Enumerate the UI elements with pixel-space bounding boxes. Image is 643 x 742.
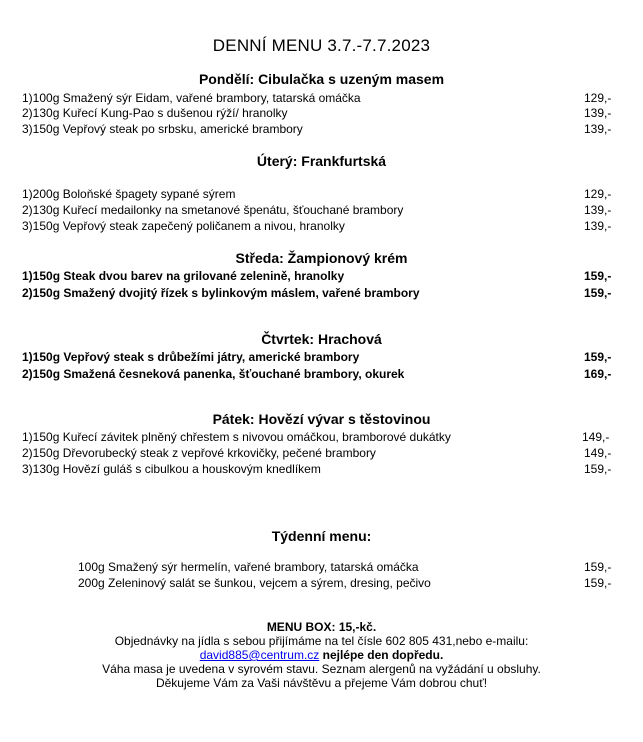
menu-item-text: 3)150g Vepřový steak zapečený poličanem a nivou, hranolky [22,219,345,233]
menu-item-price: 129,- [584,91,612,105]
menu-item-price: 129,- [584,187,612,201]
menu-item [0,462,643,477]
menu-item-text: 1)150g Vepřový steak s drůbežími játry, americké brambory [22,350,360,364]
menu-item-text: 2)150g Dřevorubecký steak z vepřové krkovičky, pečené brambory [22,446,376,460]
day-heading-friday: Pátek: Hovězí vývar s těstovinou [212,411,431,427]
menu-item [0,350,643,365]
menu-item-text: 3)150g Vepřový steak po srbsku, americké brambory [22,122,303,136]
weekly-item [0,560,643,575]
email-note: nejlépe den dopředu. [319,648,444,662]
menu-item [0,122,643,137]
menu-item [0,286,643,301]
weekly-item [0,576,643,591]
day-heading-tuesday: Úterý: Frankfurtská [256,153,387,169]
menu-item-text: 1)100g Smažený sýr Eidam, vařené brambory, tatarská omáčka [22,91,361,105]
menu-item [0,203,643,218]
day-heading-thursday: Čtvrtek: Hrachová [261,331,382,347]
menu-item-price: 139,- [584,219,612,233]
menu-item-text: 2)150g Smažená česneková panenka, šťouchané brambory, okurek [22,367,405,381]
menu-item-text: 1)150g Kuřecí závitek plněný chřestem s nivovou omáčkou, bramborové dukátky [22,430,451,444]
menu-item-price: 139,- [584,106,612,120]
menu-item-price: 159,- [584,576,612,590]
menu-item [0,91,643,106]
thanks-note: Děkujeme Vám za Vaši návštěvu a přejeme Vám dobrou chuť! [155,676,488,690]
menu-item-price: 139,- [584,203,612,217]
menu-item-price: 139,- [584,122,612,136]
menu-item-price: 169,- [584,367,612,381]
menu-item [0,446,643,461]
day-heading-monday: Pondělí: Cibulačka s uzeným masem [198,71,445,87]
menu-box-note: MENU BOX: 15,-kč. [266,620,377,634]
weekly-menu-heading: Týdenní menu: [271,528,372,544]
menu-item [0,187,643,202]
menu-item [0,269,643,284]
menu-item [0,219,643,234]
menu-item-price: 159,- [584,269,612,283]
menu-item-text: 2)150g Smažený dvojitý řízek s bylinkovým máslem, vařené brambory [22,286,420,300]
menu-item [0,106,643,121]
menu-item-text: 1)200g Boloňské špagety sypané sýrem [22,187,236,201]
menu-item-price: 149,- [582,430,610,444]
menu-item-price: 159,- [584,350,612,364]
email-line [0,648,643,662]
menu-item-text: 3)130g Hovězí guláš s cibulkou a houskovým knedlíkem [22,462,321,476]
day-heading-wednesday: Středa: Žampionový krém [235,250,408,266]
menu-item-price: 159,- [584,560,612,574]
menu-item-text: 2)130g Kuřecí Kung-Pao s dušenou rýží/ hranolky [22,106,288,120]
footer [0,620,643,690]
email-link[interactable]: david885@centrum.cz [199,648,320,662]
orders-note: Objednávky na jídla s sebou přijímáme na tel čísle 602 805 431,nebo e-mailu: [114,634,529,648]
menu-item-text: 2)130g Kuřecí medailonky na smetanové špenátu, šťouchané brambory [22,203,404,217]
menu-item-price: 149,- [584,446,612,460]
allergen-note: Váha masa je uvedena v syrovém stavu. Seznam alergenů na vyžádání u obsluhy. [102,662,541,676]
menu-item-text: 100g Smažený sýr hermelín, vařené brambory, tatarská omáčka [78,560,419,574]
menu-item-price: 159,- [584,286,612,300]
menu-item [0,430,643,445]
menu-title: DENNÍ MENU 3.7.-7.7.2023 [212,36,431,55]
menu-item-text: 1)150g Steak dvou barev na grilované zelenině, hranolky [22,269,345,283]
menu-item-price: 159,- [584,462,612,476]
menu-item [0,367,643,382]
menu-item-text: 200g Zeleninový salát se šunkou, vejcem a sýrem, dresing, pečivo [78,576,431,590]
